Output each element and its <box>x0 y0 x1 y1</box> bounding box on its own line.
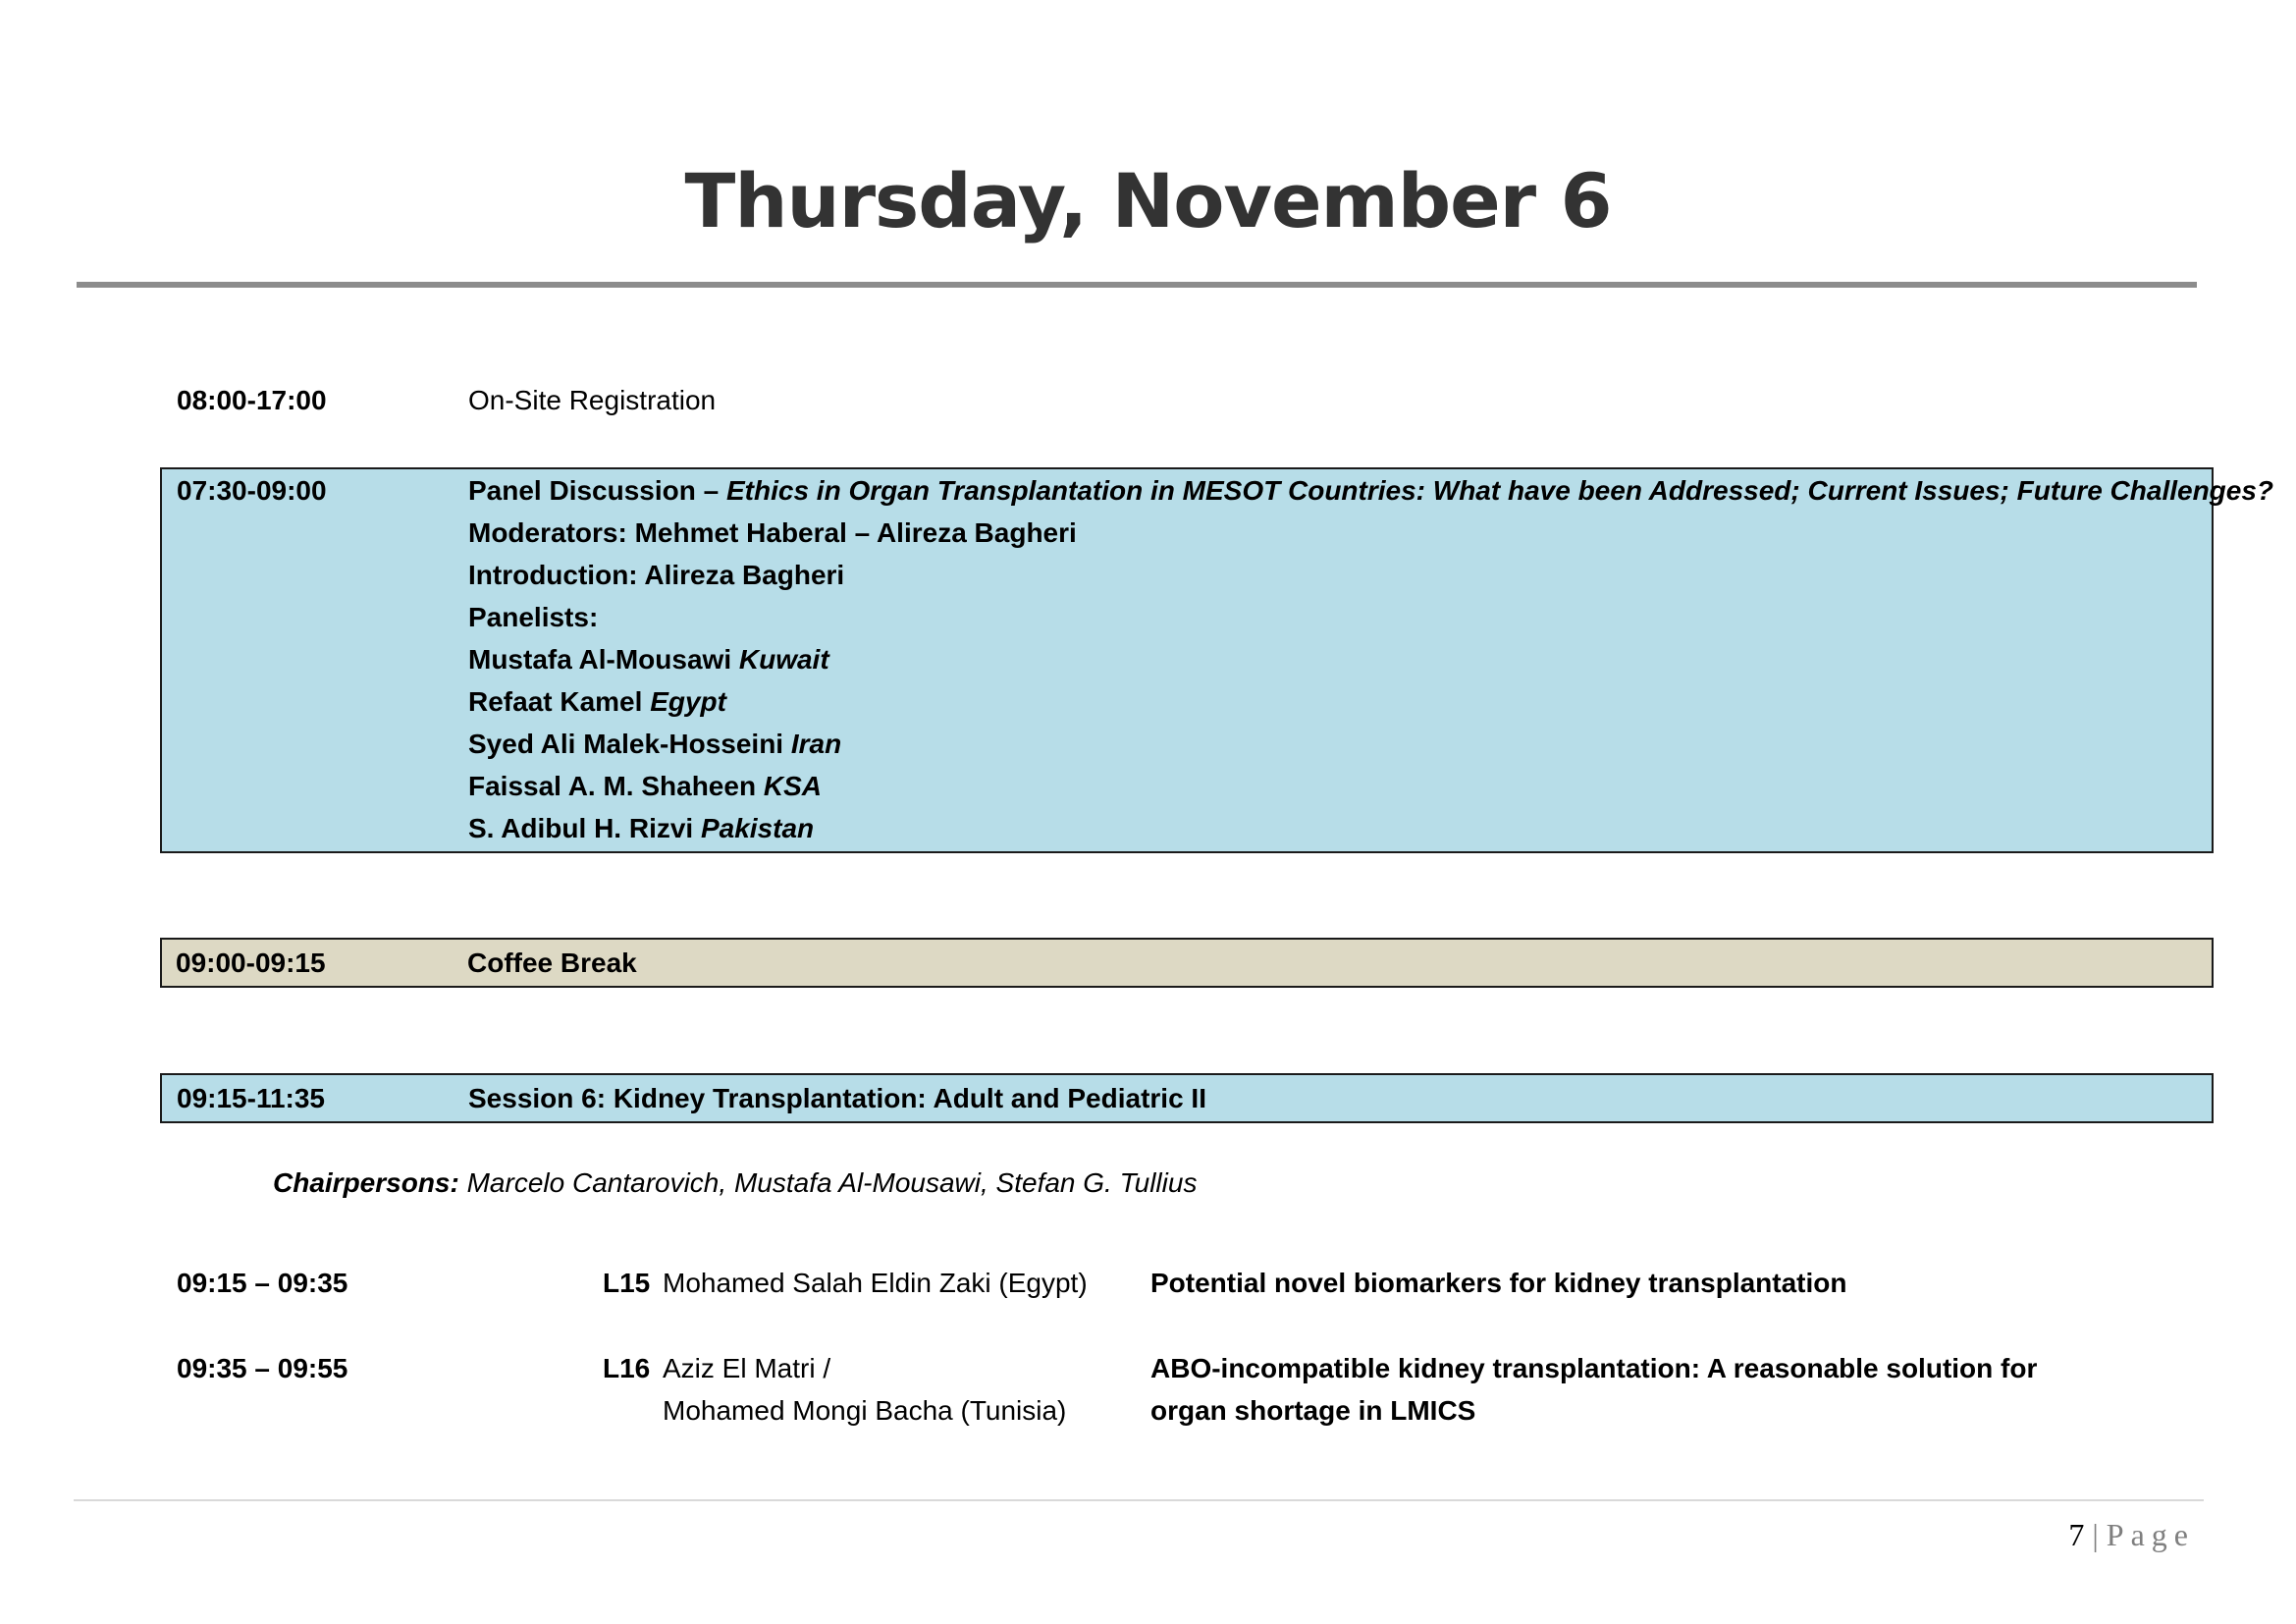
panel-discussion-box <box>160 467 2274 853</box>
talk-speaker-line2: Mohamed Mongi Bacha (Tunisia) <box>663 1395 1067 1426</box>
session-time: 09:15-11:35 <box>177 1083 326 1113</box>
panel-introduction: Introduction: Alireza Bagheri <box>468 560 845 590</box>
panelist-item: Syed Ali Malek-Hosseini Iran <box>468 729 842 759</box>
coffee-label: Coffee Break <box>467 947 637 978</box>
panel-heading: Panel Discussion – Ethics in Organ Transplantation in MESOT Countries: What have been Addressed; Current Issues; Future Challenges? <box>468 475 2274 506</box>
page-label: Page <box>2106 1517 2195 1552</box>
panelist-item: Faissal A. M. Shaheen KSA <box>468 771 822 801</box>
page-footer <box>2068 1517 2195 1553</box>
registration-time: 08:00-17:00 <box>177 385 327 415</box>
footer-divider <box>74 1499 2204 1501</box>
talk-time: 09:35 – 09:55 <box>177 1353 348 1383</box>
session-label: Session 6: Kidney Transplantation: Adult and Pediatric II <box>468 1083 1206 1113</box>
talk-row <box>0 1347 2296 1432</box>
talk-title: ABO-incompatible kidney transplantation: A reasonable solution for <box>1150 1353 2038 1383</box>
chairpersons <box>273 1167 1197 1199</box>
session-box <box>160 1073 2214 1123</box>
talk-title: Potential novel biomarkers for kidney transplantation <box>1150 1268 1847 1298</box>
talk-time: 09:15 – 09:35 <box>177 1268 348 1298</box>
page-title: Thursday, November 6 <box>684 157 1612 244</box>
registration-row <box>0 379 2296 421</box>
coffee-break-box <box>160 938 2214 988</box>
footer-separator: | <box>2092 1517 2099 1552</box>
panelist-item: S. Adibul H. Rizvi Pakistan <box>468 813 815 843</box>
talk-code: L15 <box>603 1268 651 1298</box>
registration-label: On-Site Registration <box>468 385 717 415</box>
talk-code: L16 <box>603 1353 651 1383</box>
panelist-item: Refaat Kamel Egypt <box>468 686 726 717</box>
coffee-time: 09:00-09:15 <box>176 947 326 978</box>
talk-title-line2: organ shortage in LMICS <box>1150 1395 1476 1426</box>
talk-row <box>0 1262 2296 1304</box>
chairpersons-label: Chairpersons: <box>273 1167 459 1198</box>
panelists-label: Panelists: <box>468 602 599 632</box>
chairpersons-names: Marcelo Cantarovich, Mustafa Al-Mousawi, Stefan G. Tullius <box>466 1167 1198 1198</box>
panel-time: 07:30-09:00 <box>177 475 327 506</box>
title-divider <box>77 282 2197 288</box>
panelist-item: Mustafa Al-Mousawi Kuwait <box>468 644 829 675</box>
panel-heading-title: Ethics in Organ Transplantation in MESOT Countries: What have been Addressed; Current Issues; Future Challenges? <box>726 475 2274 506</box>
talk-speaker: Aziz El Matri / <box>663 1353 831 1383</box>
page-number: 7 <box>2068 1517 2085 1552</box>
talk-speaker: Mohamed Salah Eldin Zaki (Egypt) <box>663 1268 1088 1298</box>
panel-moderators: Moderators: Mehmet Haberal – Alireza Bagheri <box>468 517 1077 548</box>
